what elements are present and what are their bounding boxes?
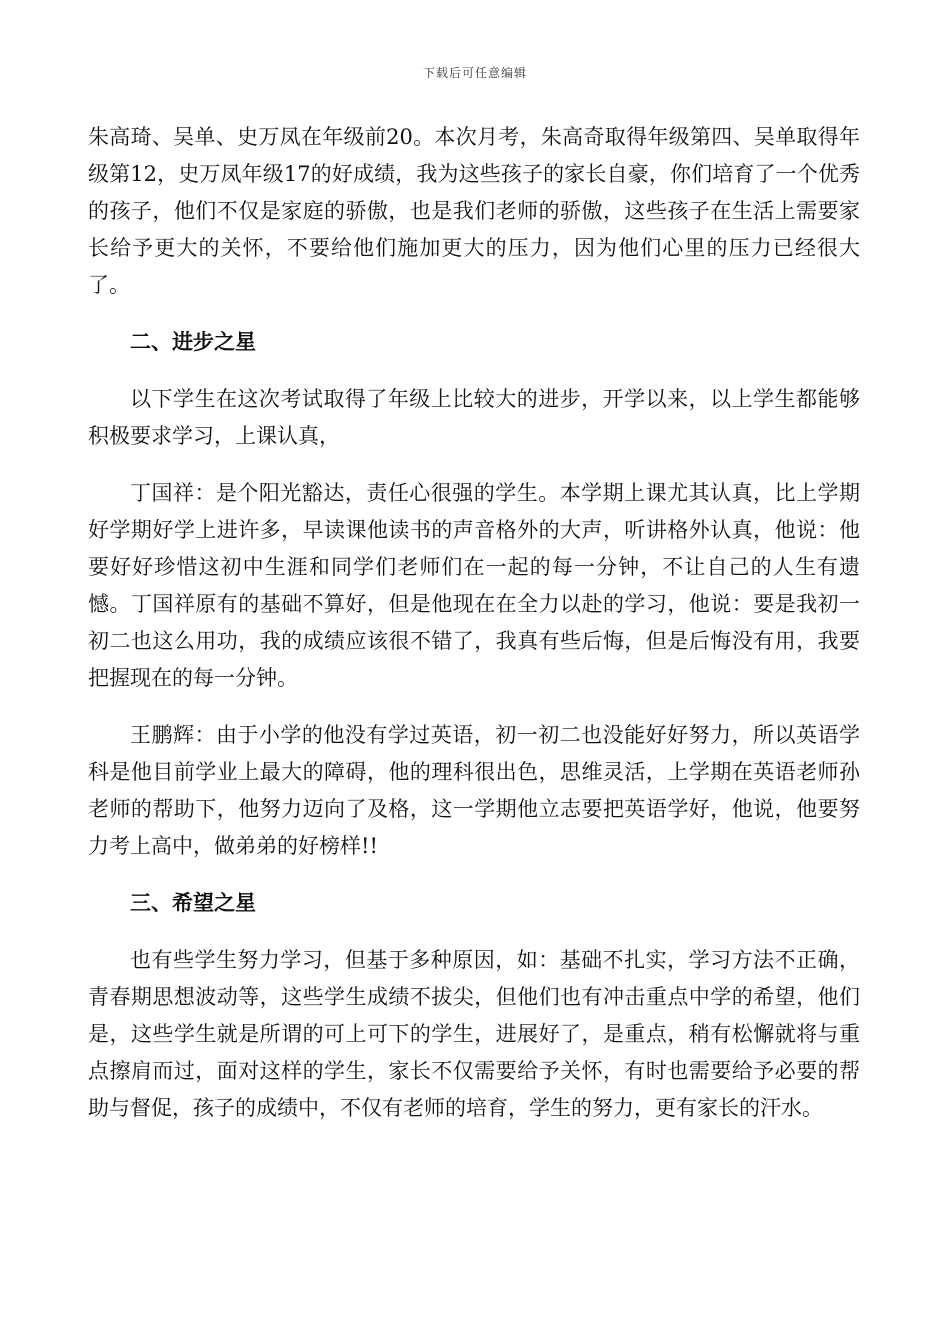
section-heading-progress-star: 二、进步之星 bbox=[130, 330, 256, 354]
section-heading-hope-star: 三、希望之星 bbox=[130, 891, 256, 915]
paragraph-ding-guoxiang: 丁国祥：是个阳光豁达，责任心很强的学生。本学期上课尤其认真，比上学期好学期好学上进许多，早读课他读书的声音格外的大声，听讲格外认真，他说：他要好好珍惜这初中生涯和同学们老师们在一起的每一分钟，不让自己的人生有遗憾。丁国祥原有的基础不算好，但是他现在在全力以赴的学习，他说：要是我初一初二也这么用功，我的成绩应该很不错了，我真有些后悔，但是后悔没有用，我要把握现在的每一分钟。 bbox=[88, 481, 860, 690]
paragraph-wang-penghui: 王鹏辉：由于小学的他没有学过英语，初一初二也没能好好努力，所以英语学科是他目前学业上最大的障碍，他的理科很出色，思维灵活，上学期在英语老师孙老师的帮助下，他努力迈向了及格，这一学期他立志要把英语学好，他说，他要努力考上高中，做弟弟的好榜样!! bbox=[88, 723, 860, 858]
paragraph-hope-students: 也有些学生努力学习，但基于多种原因，如：基础不扎实，学习方法不正确，青春期思想波动等，这些学生成绩不拔尖，但他们也有冲击重点中学的希望，他们是，这些学生就是所谓的可上可下的学生，进展好了，是重点，稍有松懈就将与重点擦肩而过，面对这样的学生，家长不仅需要给予关怀，有时也需要给予必要的帮助与督促，孩子的成绩中，不仅有老师的培育，学生的努力，更有家长的汗水。 bbox=[88, 948, 860, 1120]
paragraph-top-students: 朱高琦、吴单、史万凤在年级前20。本次月考，朱高奇取得年级第四、吴单取得年级第12，史万凤年级17的好成绩，我为这些孩子的家长自豪，你们培育了一个优秀的孩子，他们不仅是家庭的骄傲，也是我们老师的骄傲，这些孩子在生活上需要家长给予更大的关怀，不要给他们施加更大的压力，因为他们心里的压力已经很大了。 bbox=[88, 125, 860, 297]
page-header: 下载后可任意编辑 bbox=[422, 66, 527, 80]
paragraph-progress-intro: 以下学生在这次考试取得了年级上比较大的进步，开学以来，以上学生都能够积极要求学习，上课认真， bbox=[88, 387, 860, 448]
document-body bbox=[88, 119, 860, 1147]
